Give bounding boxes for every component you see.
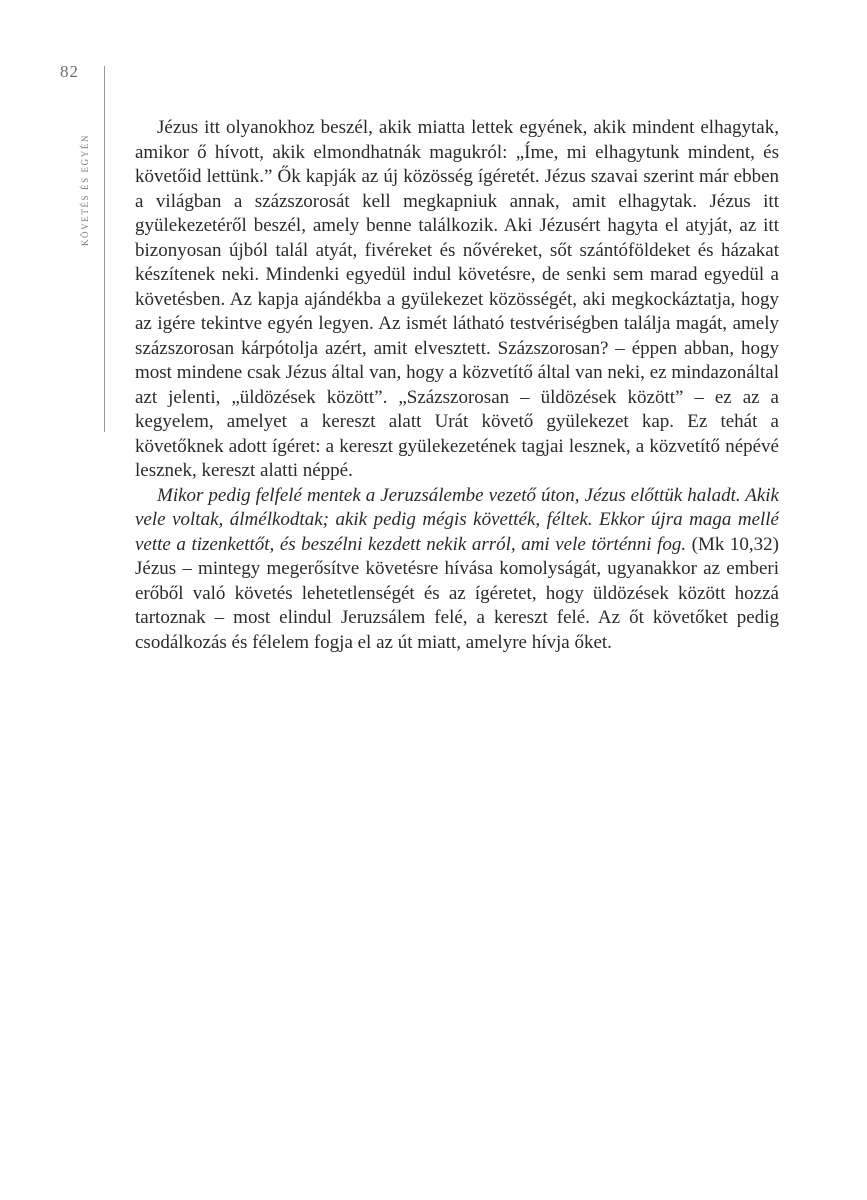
page-number: 82 bbox=[60, 62, 79, 81]
main-text bbox=[135, 116, 779, 655]
margin-rule bbox=[104, 66, 105, 432]
scripture-quote: Mikor pedig felfelé mentek a Jeruzsálembe vezető úton, Jézus előttük haladt. Akik vele voltak, álmélkodtak; akik pedig mégis követték, féltek. Ekkor újra maga mellé vette a tizenkettőt, és beszélni kezdett nekik arról, ami vele történni fog. bbox=[135, 484, 779, 555]
paragraph-1: Jézus itt olyanokhoz beszél, akik miatta lettek egyének, akik mindent elhagytak, amikor ő hívott, akik elmondhatnák magukról: „Íme, mi elhagytunk mindent, és követőid lettünk.” Ők kapják az új közösség ígéretét. Jézus szavai szerint már ebben a világban a százszorosát kell megkapniuk annak, amit elhagytak. Jézus itt gyülekezetéről beszél, amely benne találkozik. Aki Jézusért hagyta el atyját, az itt bizonyosan újból talál atyát, fivéreket és nővéreket, sőt szántóföldeket és házakat készítenek neki. Mindenki egyedül indul követésre, de senki sem marad egyedül a követésben. Az kapja ajándékba a gyülekezet közösségét, aki megkockáztatja, hogy az igére tekintve egyén legyen. Az ismét látható testvériségben találja magát, amely százszorosan kárpótolja azért, amit elvesztett. Százszorosan? – éppen abban, hogy most mindene csak Jézus által van, hogy a közvetítő által van neki, ez mindazonáltal azt jelenti, „üldözések között”. „Százszorosan – üldözések között” – ez az a kegyelem, amelyet a kereszt alatt Urát követő gyülekezet kap. Ez tehát a követőknek adott ígéret: a kereszt gyülekezetének tagjai lesznek, a közvetítő népévé lesznek, kereszt alatti néppé. bbox=[135, 117, 779, 481]
running-head: KÖVETÉS ÉS EGYÉN bbox=[80, 133, 90, 247]
paragraph-2 bbox=[135, 484, 779, 656]
paragraph-2-text: (Mk 10,32) Jézus – mintegy megerősítve követésre hívása komolyságát, ugyanakkor az emberi erőből való követés lehetetlenségét és az ígéretet, hogy üldözések között hozzá tartoznak – most elindul Jeruzsálem felé, a kereszt felé. Az őt követőket pedig csodálkozás és félelem fogja el az út miatt, amelyre hívja őket. bbox=[135, 533, 779, 653]
